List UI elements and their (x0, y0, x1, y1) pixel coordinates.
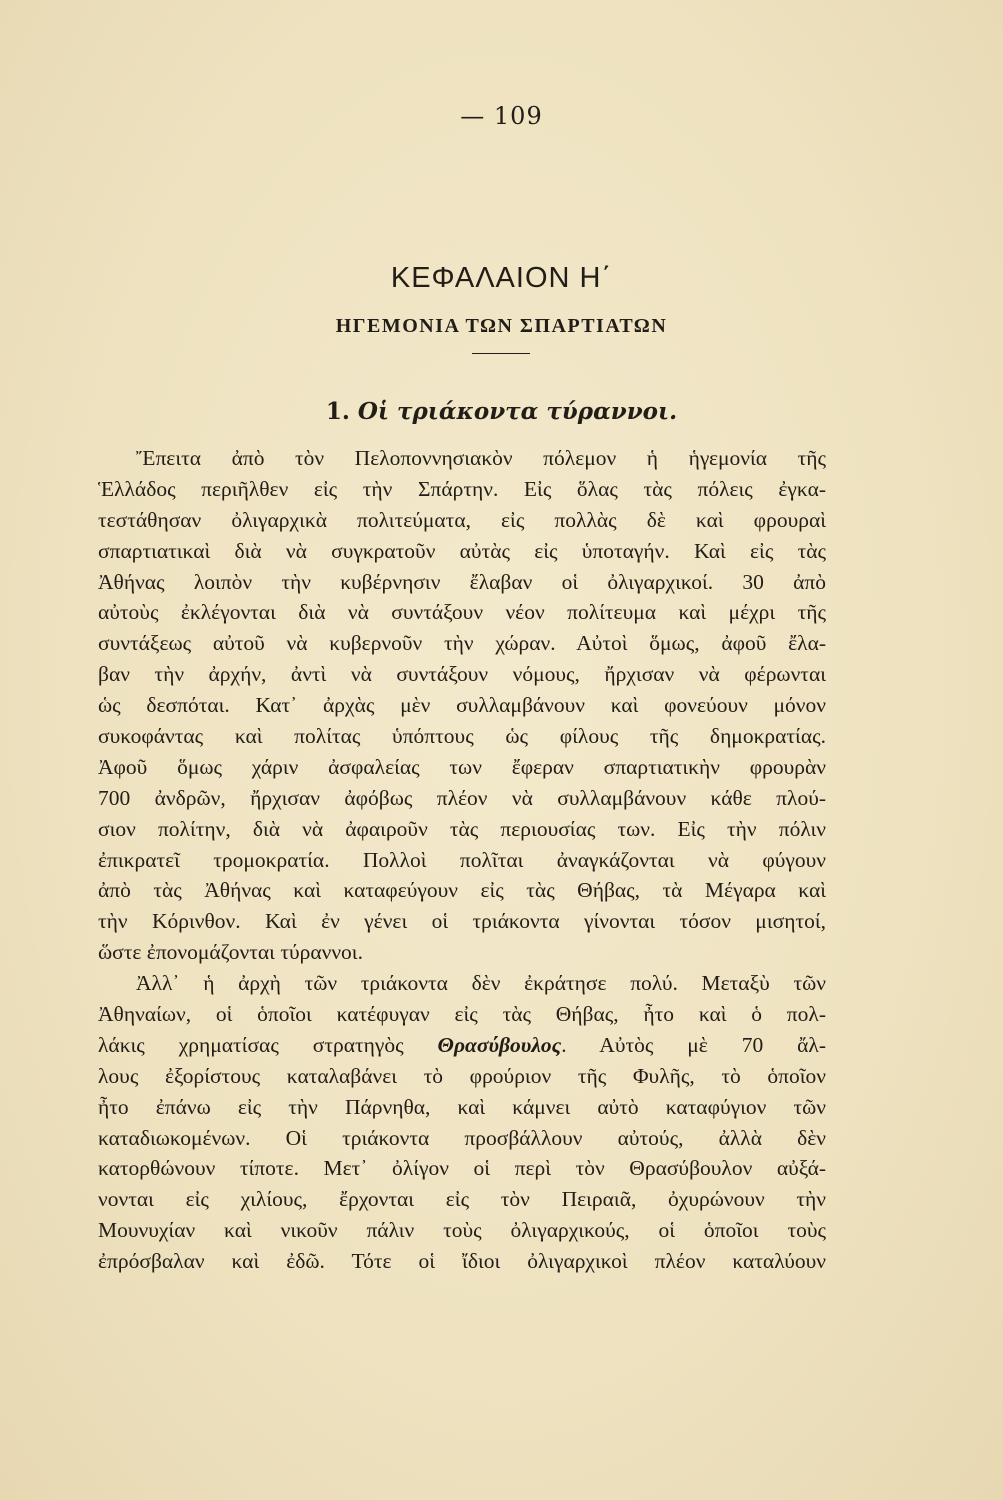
text-line: Ἑλλάδος περιῆλθεν εἰς τὴν Σπάρτην. Εἰς ὅλας τὰς πόλεις ἐγκα- (98, 476, 826, 501)
emphasized-name: Θρασύβουλος (437, 1032, 562, 1057)
text-line: τὴν Κόρινθον. Καὶ ἐν γένει οἱ τριάκοντα γίνονται τόσον μισητοί, (98, 909, 826, 934)
text-run: λάκις χρηματίσας στρατηγὸς (98, 1032, 404, 1057)
text-line: Ἀφοῦ ὅμως χάριν ἀσφαλείας των ἔφεραν σπαρτιατικὴν φρουρὰν (98, 754, 826, 779)
chapter-title: ΚΕΦΑΛΑΙΟΝ Η΄ (390, 262, 613, 294)
page-number: — 109 (460, 102, 543, 130)
text-line: τεστάθησαν ὀλιγαρχικὰ πολιτεύματα, εἰς πολλὰς δὲ καὶ φρουραὶ (98, 507, 826, 532)
text-line: σπαρτιατικαὶ διὰ νὰ συγκρατοῦν αὐτὰς εἰς ὑποταγήν. Καὶ εἰς τὰς (98, 538, 826, 563)
text-line: 700 ἀνδρῶν, ἤρχισαν ἀφόβως πλέον νὰ συλλαμβάνουν κάθε πλού- (98, 785, 826, 810)
text-line: νονται εἰς χιλίους, ἔρχονται εἰς τὸν Πειραιᾶ, ὀχυρώνουν τὴν (98, 1187, 826, 1212)
text-line: ἐπικρατεῖ τρομοκρατία. Πολλοὶ πολῖται ἀναγκάζονται νὰ φύγουν (98, 847, 826, 872)
text-line: ἦτο ἐπάνω εἰς τὴν Πάρνηθα, καὶ κάμνει αὐτὸ καταφύγιον τῶν (98, 1094, 826, 1119)
text-line-with-emphasis (98, 1030, 826, 1061)
text-line: αὐτοὺς ἐκλέγονται διὰ νὰ συντάξουν νέον πολίτευμα καὶ μέχρι τῆς (98, 600, 826, 625)
text-line: Ἔπειτα ἀπὸ τὸν Πελοποννησιακὸν πόλεμον ἡ ἡγεμονία τῆς (136, 446, 826, 470)
text-line: βαν τὴν ἀρχήν, ἀντὶ νὰ συντάξουν νόμους, ἤρχισαν νὰ φέρωνται (98, 662, 826, 687)
text-line: ἐπρόσβαλαν καὶ ἐδῶ. Τότε οἱ ἴδιοι ὀλιγαρχικοὶ πλέον καταλύουν (98, 1249, 826, 1274)
text-line: καταδιωκομένων. Οἱ τριάκοντα προσβάλλουν αὐτούς, ἀλλὰ δὲν (98, 1125, 826, 1150)
text-line: Μουνυχίαν καὶ νικοῦν πάλιν τοὺς ὀλιγαρχικούς, οἱ ὁποῖοι τοὺς (98, 1218, 826, 1243)
body-text (98, 443, 826, 1277)
chapter-subtitle: ΗΓΕΜΟΝΙΑ ΤΩΝ ΣΠΑΡΤΙΑΤΩΝ (335, 315, 668, 337)
text-line: Ἀλλ᾿ ἡ ἀρχὴ τῶν τριάκοντα δὲν ἐκράτησε πολύ. Μεταξὺ τῶν (136, 971, 826, 996)
text-line: συντάξεως αὐτοῦ νὰ κυβερνοῦν τὴν χώραν. Αὐτοὶ ὅμως, ἀφοῦ ἔλα- (98, 631, 826, 656)
section-title: Οἱ τριάκοντα τύραννοι. (357, 398, 678, 425)
text-line: ὡς δεσπόται. Κατ᾿ ἀρχὰς μὲν συλλαμβάνουν καὶ φονεύουν μόνον (98, 693, 826, 718)
paragraph-1 (98, 443, 826, 968)
text-line: κατορθώνουν τίποτε. Μετ᾿ ὀλίγον οἱ περὶ τὸν Θρασύβουλον αὐξά- (98, 1156, 826, 1181)
text-line: Ἀθήνας λοιπὸν τὴν κυβέρνησιν ἔλαβαν οἱ ὀλιγαρχικοί. 30 ἀπὸ (98, 569, 826, 594)
text-line: σιον πολίτην, διὰ νὰ ἀφαιροῦν τὰς περιουσίας των. Εἰς τὴν πόλιν (98, 816, 826, 841)
text-line: ἀπὸ τὰς Ἀθήνας καὶ καταφεύγουν εἰς τὰς Θήβας, τὰ Μέγαρα καὶ (98, 878, 826, 903)
text-line: λους ἐξορίστους καταλαβάνει τὸ φρούριον τῆς Φυλῆς, τὸ ὁποῖον (98, 1063, 826, 1088)
text-line: Ἀθηναίων, οἱ ὁποῖοι κατέφυγαν εἰς τὰς Θήβας, ἦτο καὶ ὁ πολ- (98, 1002, 826, 1027)
section-divider (472, 353, 530, 354)
text-run: . Αὐτὸς μὲ 70 ἄλ- (561, 1032, 827, 1057)
paragraph-2 (98, 968, 826, 1277)
text-line: συκοφάντας καὶ πολίτας ὑπόπτους ὡς φίλους τῆς δημοκρατίας. (98, 724, 826, 749)
section-heading (0, 398, 1003, 425)
section-number: 1. (325, 398, 350, 425)
text-line: ὥστε ἐπονομάζονται τύραννοι. (98, 940, 363, 965)
